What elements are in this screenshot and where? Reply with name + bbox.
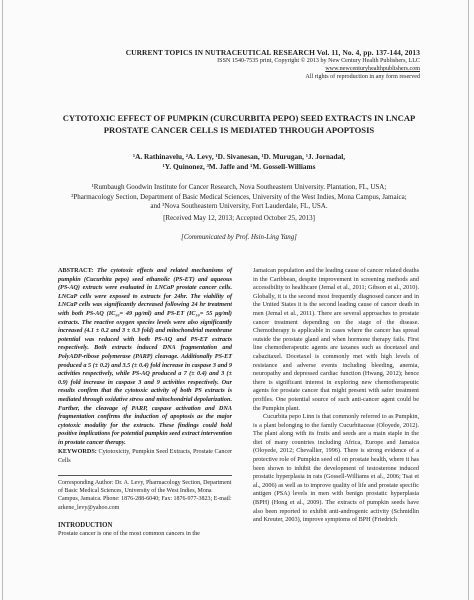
abstract-label: ABSTRACT: [58,267,94,274]
introduction-start: Prostate cancer is one of the most common cancers in the [58,530,200,538]
rights-notice: All rights of reproduction in any form reserved [305,74,420,80]
crop-mark-right [468,0,469,600]
journal-citation: CURRENT TOPICS IN NUTRACEUTICAL RESEARCH Vol. 11, No. 4, pp. 137-144, 2013 [125,48,420,57]
author-list [58,152,420,171]
affiliation-2: ²Pharmacology Section, Department of Basic Medical Sciences, University of the West Indies, Mona Campus, Jamaica; [71,192,407,201]
authors-line-1: ¹A. Rathinavelu, ²A. Levy, ¹D. Sivanesan, ¹D. Murugan, ¹J. Jornadal, [132,152,346,161]
body-paragraph-1: Jamaican population and the leading cause of cancer related deaths in the Caribbean, despite improvement in screening methods and accessibility to healthcare (Jemal et al., 2011; Gibson et al., 2010). Globally, it is the second most frequently diagnosed cancer and in the United States it is the second leading cause of cancer death in men (Jemal et al., 2011). There are several approaches to prostate cancer treatment depending on the stage of the disease. Chemotherapy is applicable in cases where the cancer has spread outside the prostate gland and when hormone therapy fails. First line chemotherapeutic agents are taxanes such as docetaxel and cabazitaxel. Docetaxel is commonly met with high levels of resistance and adverse events including bleeding, anemia, neuropathy and depressed cardiac function (Hwang, 2012); hence there is significant interest in exploring new chemotherapeutic agents for prostate cancer that might present with safer treatment profiles. One potential source of such anti-cancer agent could be the Pumpkin plant. [253,267,419,412]
title-line-1: CYTOTOXIC EFFECT OF PUMPKIN (CURCURBITA PEPO) SEED EXTRACTS IN LNCAP [62,113,416,123]
authors-line-2: ¹Y. Quinonez, ³M. Jaffe and ¹M. Gossell-Williams [162,161,316,171]
abstract-text: The cytotoxic effects and related mechanisms of pumpkin (Cucurbita pepo) seed ethanolic (PS-ET) and aqueous (PS-AQ) extracts were evaluated in LNCaP prostate cancer cells. LNCaP cells were exposed to extracts for 24hr. The viability of LNCaP cells was significantly decreased following 24 hr treatment with both PS-AQ (IC₅₀= 49 μg/ml) and PS-ET (IC₅₀= 55 μg/ml) extracts. The reactive oxygen species levels were also significantly increased (4.1 ± 0.2 and 3 ± 0.3 fold) and mitochondrial membrane potential was reduced with both PS-AQ and PS-ET extracts respectively. Both extracts induced DNA fragmentation and PolyADP-ribose polymerase (PARP) cleavage. Additionally PS-ET produced a 5 (± 0.2) and 3.5 (± 0.4) fold increase in caspase 3 and 9 activities respectively, while PS-AQ produced a 7 (± 0.4) and 3 (± 0.9) fold increase in caspase 3 and 9 activities respectively. Our results confirm that the cytotoxic activity of both PS extracts is mediated through oxidative stress and mitochondrial depolarization. Further, the cleavage of PARP, caspase activation and DNA fragmentation confirms the induction of apoptosis as the major cytotoxic modality for the extracts. These findings could hold positive implications for potential pumpkin seed extract intervention in prostate cancer therapy. [58,267,233,446]
affiliation-1: ¹Rumbaugh Goodwin Institute for Cancer Research, Nova Southeastern University. Plantation, FL, USA; [91,183,387,191]
abstract [58,267,232,447]
keywords-label: KEYWORDS: [58,448,97,456]
introduction-heading: INTRODUCTION [58,521,113,529]
footnote-divider [58,475,232,476]
keywords [58,448,232,465]
paper-title [58,112,420,136]
body-paragraph-2: Cucurbita pepo Linn is that commonly referred to as Pumpkin, is a plant belonging to the family Cucurbitaceae (Oloyede, 2012). The plant along with its fruits and seeds are a main staple in the diet of many countries including Africa, Europe and Jamaica (Oloyede, 2012; Chevallier, 1996). There is strong evidence of a protective role of Pumpkin seed oil on prostate health, where it has been shown to inhibit the development of testosterone induced prostatic hyperplasia in rats (Gossell-Williams et al., 2006; Tsai et al., 2006) as well as to improve quality of life and prostate specific antigen (PSA) levels in men with benign prostatic hyperplasia (BPH) (Hong et al., 2009). The extracts of pumpkin seeds have also been reported to exhibit anti-androgenic activity (Schmidlin and Kreuter, 2003), improve symptoms of BPH (Friedrich [253,413,419,524]
left-column [58,267,232,539]
affiliations [58,183,420,212]
publisher-url-link[interactable]: www.newcenturyhealthpublishers.com [325,66,420,72]
keywords-text: Cytotoxicity, Pumpkin Seed Extracts, Prostate Cancer Cells [58,448,233,465]
corresponding-author: Corresponding Author: Dr. A. Levy, Pharmacology Section, Department of Basic Medical Sciences, University of the West Indies, Mona Campus, Jamaica. Phone: 1876-288-6040; Fax: 1876-977-3823; E-mail: arkene_levy@yahoo.com [58,479,232,511]
issn-copyright: ISSN 1540-7535 print, Copyright © 2013 by New Century Health Publishers, LLC [217,58,420,64]
right-column [253,267,419,525]
received-dates: [Received May 12, 2013; Accepted October 25, 2013] [163,214,315,222]
crop-mark-left [2,0,3,600]
journal-header [60,48,420,81]
communicated-by: [Communicated by Prof. Hsin-Ling Yang] [181,234,297,241]
title-line-2: PROSTATE CANCER CELLS IS MEDIATED THROUGH APOPTOSIS [103,125,375,135]
affiliation-3: and ³Nova Southeastern University, Fort Lauderdale, FL, USA. [150,202,328,210]
